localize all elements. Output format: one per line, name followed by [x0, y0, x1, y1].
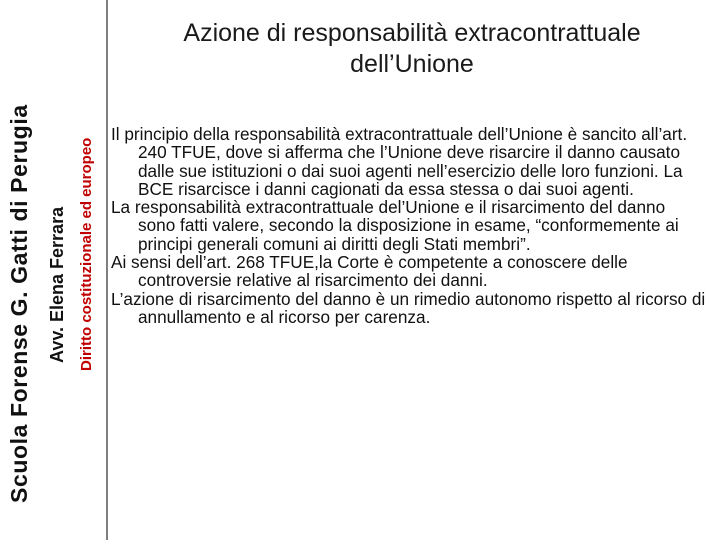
paragraph-liability: La responsabilità extracontrattuale del’Unione e il risarcimento del danno sono fatti valere, secondo la disposizione in esame, “conformemente ai principi generali comuni ai diritti degli Stati membri”. — [111, 197, 679, 254]
slide-title-line-1: Azione di responsabilità extracontrattuale — [183, 19, 641, 47]
paragraph-jurisdiction: Ai sensi dell’art. 268 TFUE,la Corte è competente a conoscere delle controversie relative al risarcimento dei danni. — [111, 252, 628, 291]
paragraph-remedy: L’azione di risarcimento del danno è un rimedio autonomo rispetto al ricorso di annullamento e al ricorso per carenza. — [111, 288, 706, 327]
sidebar-divider — [106, 0, 108, 540]
school-name: Scuola Forense G. Gatti di Perugia — [6, 104, 32, 503]
author-name: Avv. Elena Ferrara — [47, 206, 67, 363]
slide-body — [111, 125, 707, 326]
course-name: Diritto costituzionale ed europeo — [78, 137, 95, 371]
sidebar — [0, 0, 108, 540]
slide-title-line-2: dell’Unione — [350, 50, 474, 78]
paragraph-principle: Il principio della responsabilità extracontrattuale dell’Unione è sancito all’art. 240 TFUE, dove si afferma che l’Unione deve risarcire il danno causato dalle sue istituzioni o dai suoi agenti nell’esercizio delle loro funzioni. La BCE risarcisce i danni cagionati da essa stessa o dai suoi agenti. — [111, 124, 688, 199]
slide-title — [112, 18, 712, 80]
